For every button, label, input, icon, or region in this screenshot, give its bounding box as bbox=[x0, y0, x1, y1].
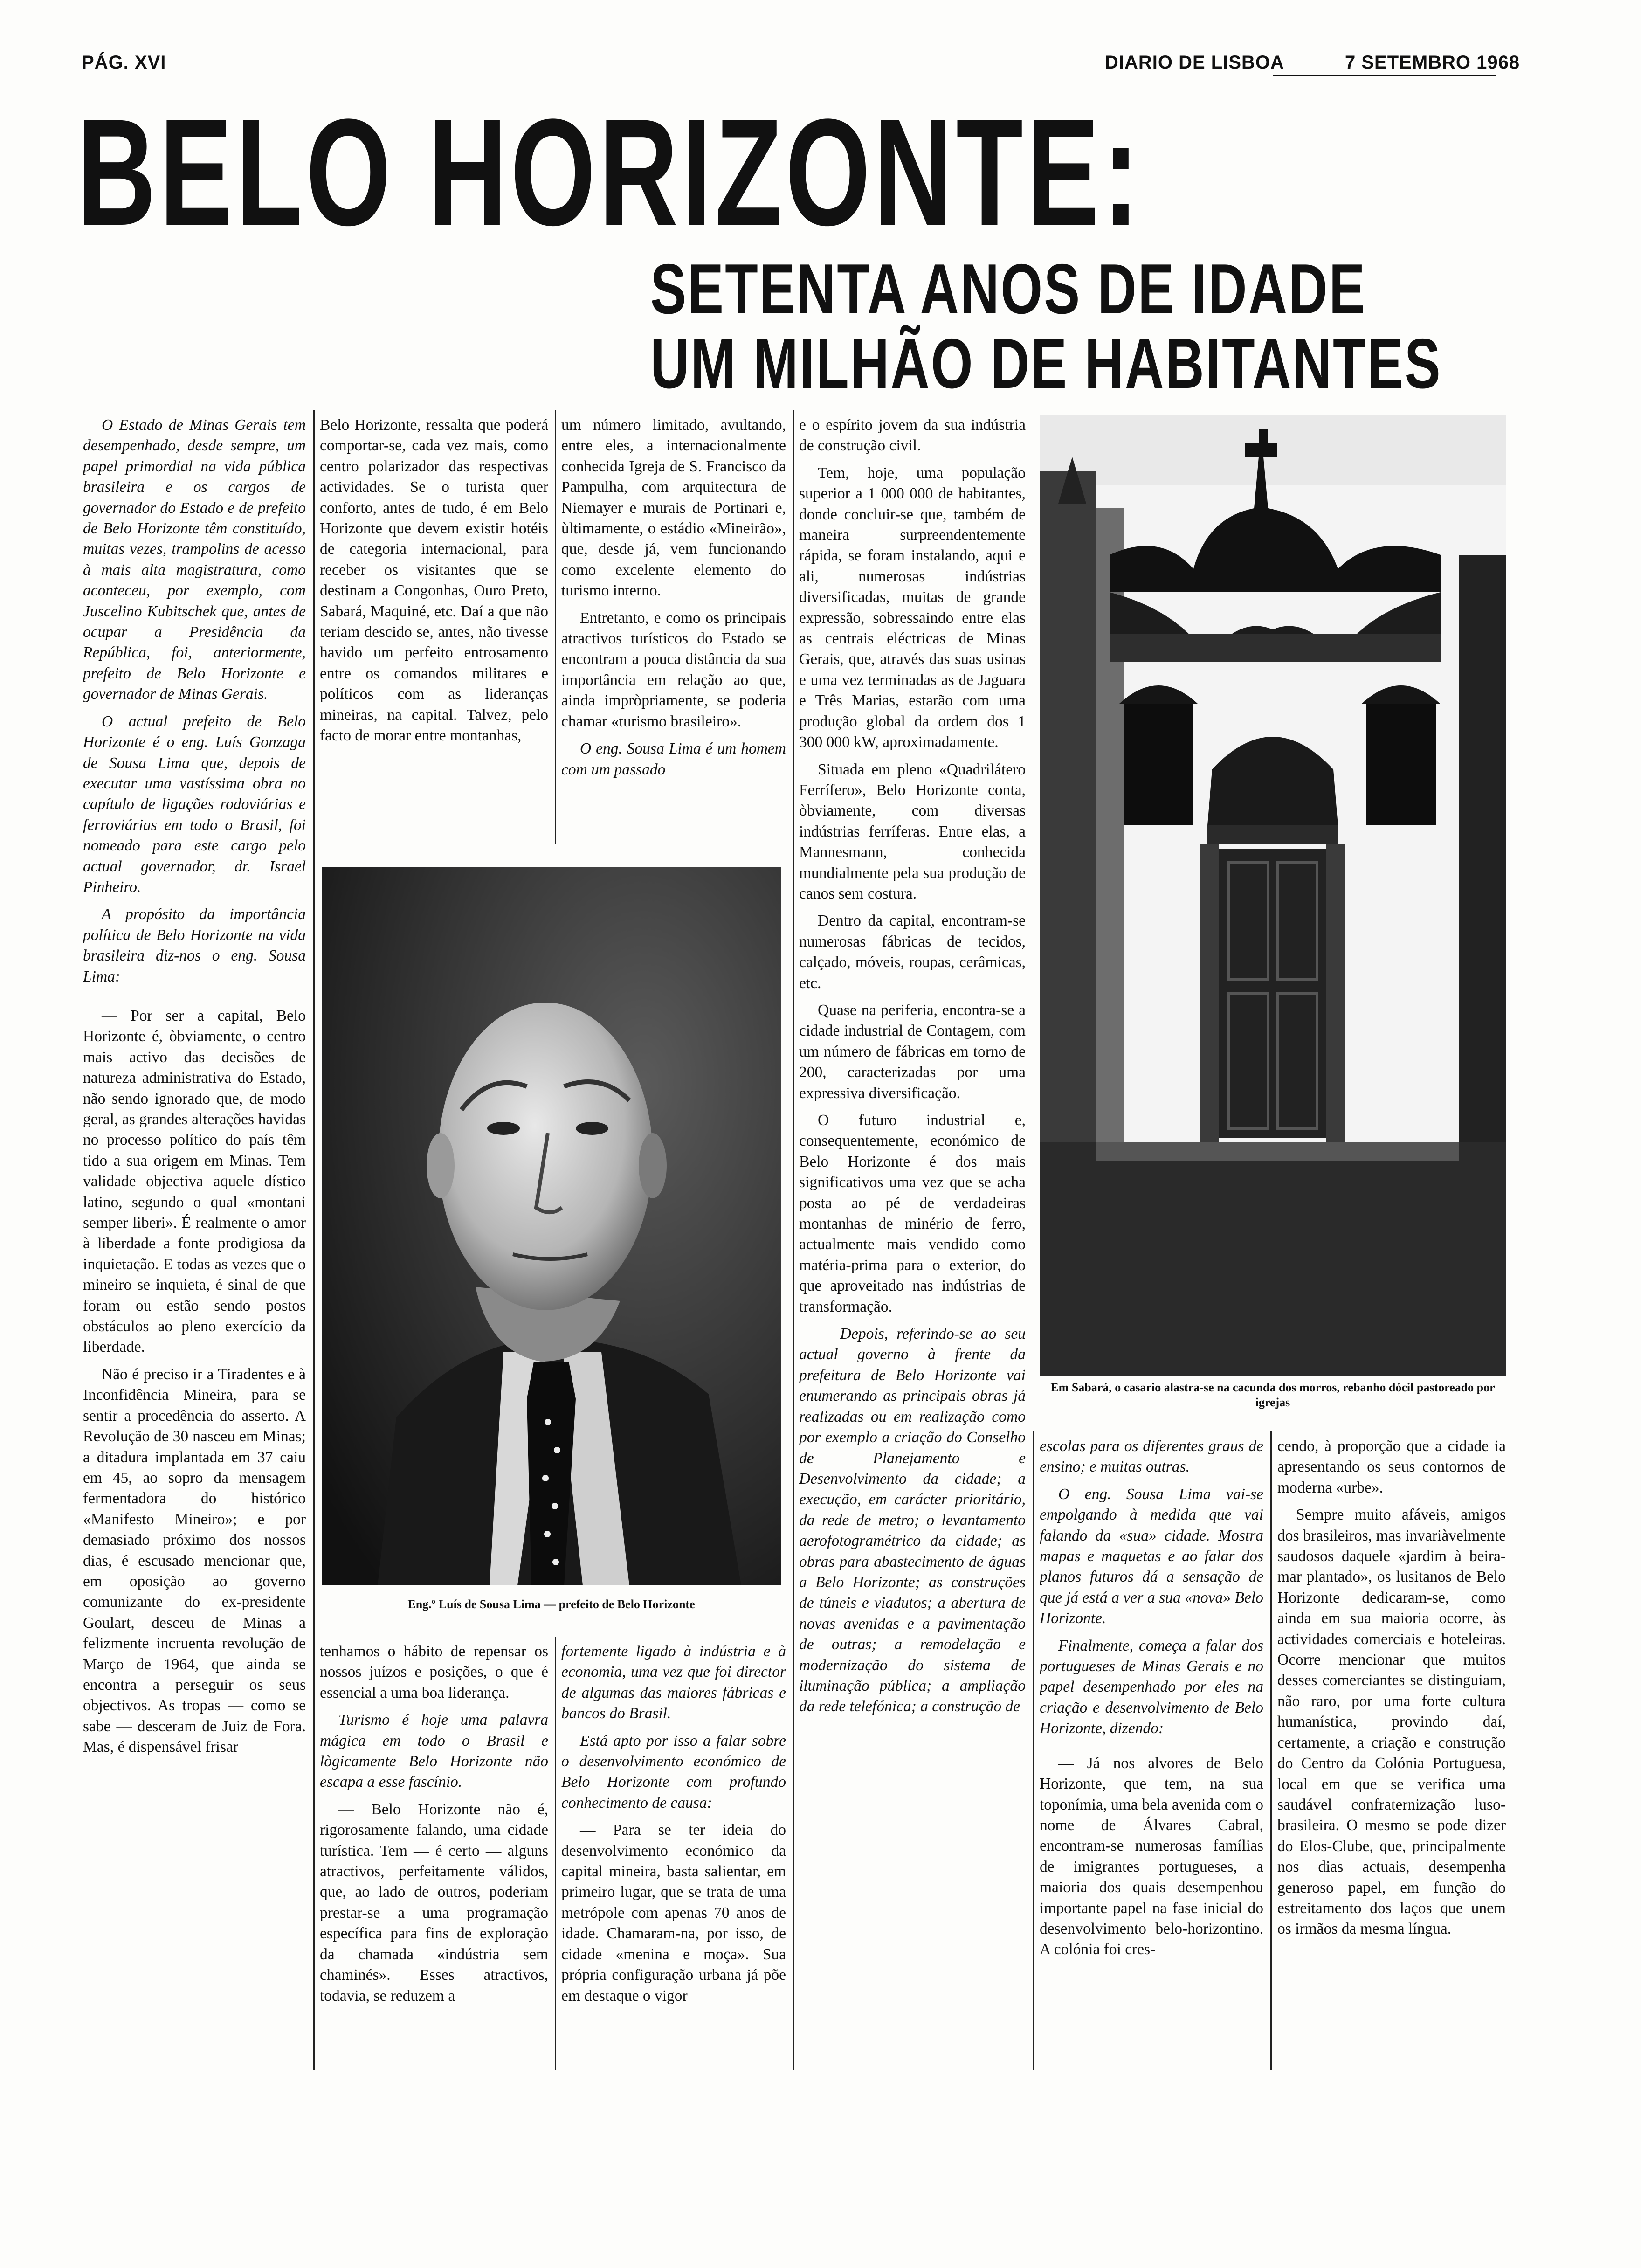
portrait-photo bbox=[322, 867, 781, 1585]
paragraph: — Já nos alvores de Belo Horizonte, que tem, na sua toponímia, uma bela avenida com o nome de Álvares Cabral, encontram-se numerosas famílias de imigrantes portugueses, a maioria dos quais desempenhou importante papel na fase inicial do desenvolvimento belo-horizontino. A colónia foi cres- bbox=[1040, 1754, 1263, 1958]
column-divider bbox=[793, 410, 794, 2070]
column-divider bbox=[555, 410, 556, 844]
column-2-top bbox=[320, 415, 548, 844]
paragraph: Finalmente, começa a falar dos portugueses de Minas Gerais e no papel desempenhado por eles na criação e desenvolvimento de Belo Horizonte, dizendo: bbox=[1040, 1637, 1263, 1737]
paragraph: — Para se ter ideia do desenvolvimento económico da capital mineira, basta salientar, em primeiro lugar, que se trata de uma metrópole com apenas 70 anos de idade. Chamaram-na, por isso, de cidade «menina e moça». Sua própria configuração urbana já põe em destaque o vigor bbox=[561, 1821, 786, 2005]
paragraph: Turismo é hoje uma palavra mágica em todo o Brasil e lògicamente Belo Horizonte não escapa a esse fascínio. bbox=[320, 1711, 548, 1791]
paragraph: Está apto por isso a falar sobre o desenvolvimento económico de Belo Horizonte com profundo conhecimento de causa: bbox=[561, 1732, 786, 1812]
column-3-top bbox=[561, 415, 786, 844]
paragraph: Belo Horizonte, ressalta que poderá comportar-se, cada vez mais, como centro polarizador das respectivas actividades. Se o turista quer conforto, antes de tudo, é em Belo Horizonte que devem existir hotéis de categoria internacional, para receber os visitantes que se destinam a Congonhas, Ouro Preto, Sabará, Maquiné, etc. Daí a que não teriam descido se, antes, não tivesse havido um perfeito entrosamento entre os comandos militares e políticos com as lideranças mineiras, na capital. Talvez, pelo facto de morar entre montanhas, bbox=[320, 416, 548, 745]
church-photo bbox=[1040, 415, 1506, 1376]
column-divider bbox=[1270, 1431, 1272, 2070]
paragraph: e o espírito jovem da sua indústria de construção civil. bbox=[799, 416, 1026, 455]
column-3-bottom bbox=[561, 1641, 786, 2070]
paragraph: um número limitado, avultando, entre eles, a internacionalmente conhecida Igreja de S. Francisco da Pampulha, com arquitectura de Niemayer e murais de Portinari e, ùltimamente, o estádio «Mineirão», que, desde já, vem funcionando como excelente elemento do turismo interno. bbox=[561, 416, 786, 600]
paragraph: — Depois, referindo-se ao seu actual governo à frente da prefeitura de Belo Horizonte vai enumerando as principais obras já realizadas ou em realização como por exemplo a criação do Conselho de Planejamento e Desenvolvimento da cidade; a execução, em carácter prioritário, da rede de metro; o levantamento aerofotogramétrico da cidade; as obras para abastecimento de águas a Belo Horizonte; as construções de túneis e viadutos; a abertura de novas avenidas e a pavimentação de outras; a remodelação e modernização do sistema de iluminação pública; a ampliação da rede telefónica; a construção de bbox=[799, 1325, 1026, 1715]
paragraph: tenhamos o hábito de repensar os nossos juízos e posições, o que é essencial a uma boa liderança. bbox=[320, 1643, 548, 1701]
portrait-image bbox=[322, 867, 781, 1585]
paragraph: Tem, hoje, uma população superior a 1 000 000 de habitantes, donde concluir-se que, também de maneira surpreendentemente rápida, se foram instalando, aqui e ali, numerosas indústrias diversificadas, muitas de grande expressão, sobressaindo entre elas as centrais eléctricas de Minas Gerais, que, através das suas usinas e uma vez terminadas as de Jaguara e Três Marias, estarão com uma produção global da ordem dos 1 300 000 kW, aproximadamente. bbox=[799, 464, 1026, 751]
column-6-bottom bbox=[1277, 1436, 1506, 2070]
church-caption: Em Sabará, o casario alastra-se na cacunda dos morros, rebanho dócil pastoreado por igrejas bbox=[1050, 1381, 1495, 1409]
paragraph: O eng. Sousa Lima vai-se empolgando à medida que vai falando da «sua» cidade. Mostra mapas e maquetas e ao falar dos planos futuros dá a sensação de que já está a ver a sua «nova» Belo Horizonte. bbox=[1040, 1485, 1263, 1627]
paragraph: Dentro da capital, encontram-se numerosas fábricas de tecidos, calçado, móveis, roupas, cerâmicas, etc. bbox=[799, 912, 1026, 992]
paragraph: O actual prefeito de Belo Horizonte é o eng. Luís Gonzaga de Sousa Lima que, depois de executar uma vastíssima obra no capítulo de ligações rodoviárias e ferroviárias em todo o Brasil, foi nomeado para este cargo pelo actual governador, dr. Israel Pinheiro. bbox=[83, 712, 306, 896]
paragraph: Não é preciso ir a Tiradentes e à Inconfidência Mineira, para se sentir a procedência do asserto. A Revolução de 30 nasceu em Minas; a ditadura implantada em 37 caiu em 45, ao sopro da mensagem fermentadora do histórico «Manifesto Mineiro»; e por demasiado próximo dos nossos dias, é escusado mencionar que, em oposição ao governo comunizante do ex-presidente Goulart, desceu de Minas a felizmente incruenta revolução de Março de 1964, que ainda se encontra a perseguir os seus objectivos. As tropas — como se sabe — desceram de Juiz de Fora. Mas, é dispensável frisar bbox=[83, 1365, 306, 1756]
paragraph: — Belo Horizonte não é, rigorosamente falando, uma cidade turística. Tem — é certo — alguns atractivos, perfeitamente válidos, que, ao lado de outros, poderiam prestar-se a uma programação específica para fins de exploração da chamada «indústria sem chaminés». Esses atractivos, todavia, se reduzem a bbox=[320, 1800, 548, 2005]
column-1 bbox=[83, 415, 306, 2066]
column-divider bbox=[313, 410, 315, 2070]
church-image bbox=[1040, 415, 1506, 1376]
paragraph: Situada em pleno «Quadrilátero Ferrífero», Belo Horizonte conta, òbviamente, com diversas indústrias ferríferas. Entre elas, a Mannesmann, conhecida mundialmente pela sua produção de canos sem costura. bbox=[799, 761, 1026, 902]
subheadline-2: UM MILHÃO DE HABITANTES bbox=[650, 324, 1442, 403]
portrait-caption: Eng.º Luís de Sousa Lima — prefeito de Belo Horizonte bbox=[407, 1597, 695, 1611]
paragraph: Sempre muito afáveis, amigos dos brasileiros, mas invariàvelmente saudosos daquele «jardim à beira-mar plantado», os lusitanos de Belo Horizonte dedicaram-se, como ainda em sua maioria ocorre, às actividades comerciais e hoteleiras. Ocorre mencionar que muitos desses comerciantes se distinguiam, não raro, por uma forte cultura humanística, provindo daí, certamente, a criação e construção do Centro da Colónia Portuguesa, local em que se verifica uma saudável confraternização luso-brasileira. O mesmo se pode dizer do Elos-Clube, que, principalmente nos dias actuais, desempenha generoso papel, em função do estreitamento dos laços que unem os irmãos da mesma língua. bbox=[1277, 1506, 1506, 1938]
column-4 bbox=[799, 415, 1026, 2070]
paragraph: fortemente ligado à indústria e à economia, uma vez que foi director de algumas das maiores fábricas e bancos do Brasil. bbox=[561, 1643, 786, 1722]
column-5-bottom bbox=[1040, 1436, 1263, 2070]
paragraph: O futuro industrial e, consequentemente, económico de Belo Horizonte é dos mais significativos uma vez que se acha posta ao pé de verdadeiras montanhas de minério de ferro, actualmente mais vendido como matéria-prima para o exterior, do que aproveitado nas indústrias de transformação. bbox=[799, 1112, 1026, 1315]
newspaper-name: DIARIO DE LISBOA bbox=[1105, 52, 1284, 73]
paragraph: — Por ser a capital, Belo Horizonte é, òbviamente, o centro mais activo das decisões de natureza administrativa do Estado, não sendo ignorado que, de modo geral, as grandes alterações havidas no processo político do país têm tido a sua origem em Minas. Tem validade objectiva aquele dístico latino, segundo o qual «montani semper liberi». É realmente o amor à liberdade a fonte prodigiosa da inquietação. E todas as vezes que o mineiro se inquieta, é sinal de que foram ou estão sendo postos obstáculos ao pleno exercício da liberdade. bbox=[83, 1007, 306, 1356]
column-2-bottom bbox=[320, 1641, 548, 2070]
subheadline-1: SETENTA ANOS DE IDADE bbox=[650, 249, 1366, 329]
paragraph: O Estado de Minas Gerais tem desempenhado, desde sempre, um papel primordial na vida pública brasileira e os cargos de governador do Estado e de prefeito de Belo Horizonte têm constituído, muitas vezes, trampolins de acesso à mais alta magistratura, como aconteceu, por exemplo, com Juscelino Kubitschek que, antes de ocupar a Presidência da República, foi, anteriormente, prefeito de Belo Horizonte e governador de Minas Gerais. bbox=[83, 416, 306, 703]
issue-date: 7 SETEMBRO 1968 bbox=[1345, 52, 1520, 73]
paragraph: O eng. Sousa Lima é um homem com um passado bbox=[561, 740, 786, 778]
paragraph: A propósito da importância política de Belo Horizonte na vida brasileira diz-nos o eng. Sousa Lima: bbox=[83, 906, 306, 985]
column-divider bbox=[555, 1637, 556, 2070]
header-rule bbox=[1273, 75, 1496, 76]
paragraph: escolas para os diferentes graus de ensino; e muitas outras. bbox=[1040, 1438, 1263, 1476]
paragraph: cendo, à proporção que a cidade ia apresentando os seus contornos de moderna «urbe». bbox=[1277, 1438, 1506, 1496]
page-number: PÁG. XVI bbox=[82, 52, 166, 73]
headline: BELO HORIZONTE: bbox=[77, 88, 1143, 257]
paragraph: Quase na periferia, encontra-se a cidade industrial de Contagem, com um número de fábricas em torno de 200, caracterizadas por uma expressiva diversificação. bbox=[799, 1001, 1026, 1102]
column-divider bbox=[1033, 1431, 1034, 2070]
paragraph: Entretanto, e como os principais atractivos turísticos do Estado se encontram a pouca distância da sua importância em relação ao que, ainda impròpriamente, se poderia chamar «turismo brasileiro». bbox=[561, 609, 786, 730]
